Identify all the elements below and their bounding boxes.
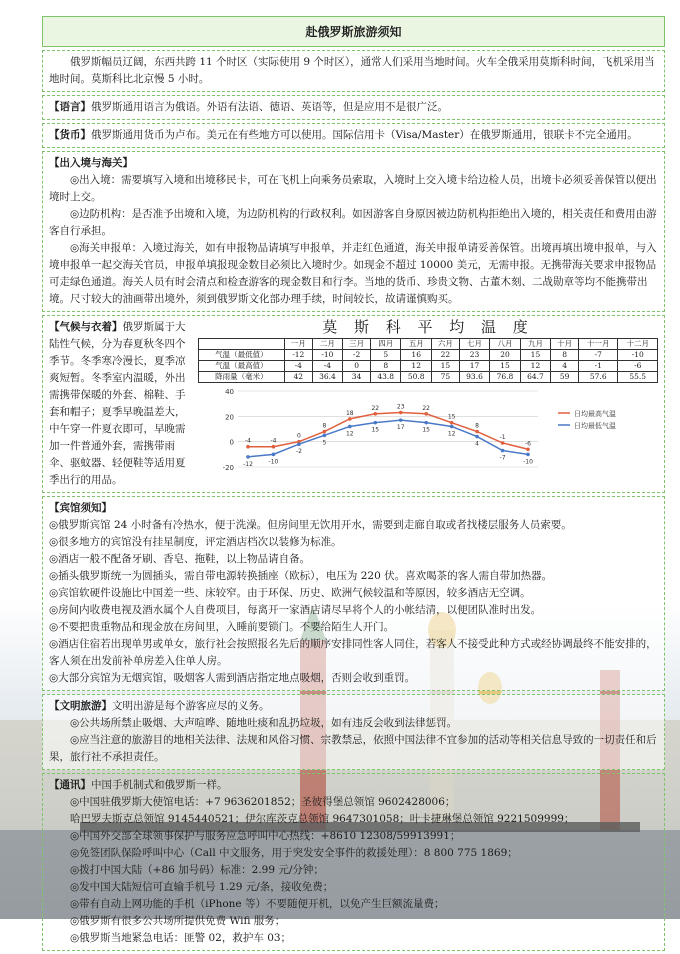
table-cell: 42	[284, 372, 312, 383]
data-label: -10	[523, 458, 533, 466]
data-point	[424, 412, 428, 416]
intro-text: 俄罗斯幅员辽阔，东西共跨 11 个时区（实际使用 9 个时区），通常人们采用当地时间。火车全俄采用莫斯科时间，飞机采用当地时间。莫斯科比北京慢 5 小时。	[49, 56, 655, 85]
comm-item: ◎带有自动上网功能的手机（iPhone 等）不要随便开机，以免产生巨额流量费；	[70, 898, 445, 910]
month-header: 六月	[431, 339, 459, 350]
table-cell: -10	[312, 350, 342, 361]
data-label: -4	[245, 437, 251, 445]
table-cell: 57.6	[579, 372, 618, 383]
data-point	[424, 421, 428, 425]
data-point	[475, 430, 479, 434]
language-section	[42, 95, 665, 120]
table-cell: -6	[618, 361, 658, 372]
month-header: 十一月	[579, 339, 618, 350]
data-point	[526, 447, 530, 451]
data-label: -7	[499, 454, 506, 462]
month-header: 三月	[343, 339, 371, 350]
table-cell: -4	[312, 361, 342, 372]
intro-section	[42, 50, 665, 92]
y-tick-label: 40	[225, 388, 234, 396]
temperature-chart	[198, 319, 658, 489]
table-cell: 12	[401, 361, 431, 372]
data-point	[399, 411, 403, 415]
table-cell: 93.6	[459, 372, 489, 383]
civil-item: ◎公共场所禁止吸烟、大声喧哗、随地吐痰和乱扔垃圾，如有违反会收到法律惩罚。	[70, 717, 458, 729]
data-point	[272, 445, 276, 449]
comm-heading: 【通讯】	[49, 779, 91, 791]
table-cell: 43.8	[371, 372, 401, 383]
y-tick-label: 0	[229, 438, 234, 447]
month-header: 十月	[551, 339, 579, 350]
comm-item: ◎拨打中国大陆（+86 加号码）标准：2.99 元/分钟；	[70, 864, 324, 876]
customs-section	[42, 151, 665, 312]
row-label: 气温（最低值）	[199, 350, 285, 361]
data-label: 15	[447, 413, 456, 421]
row-label: 降雨量（毫米）	[199, 372, 285, 383]
data-label: 18	[345, 409, 354, 417]
month-header: 四月	[371, 339, 401, 350]
table-cell: 8	[551, 350, 579, 361]
data-point	[373, 412, 377, 416]
data-point	[323, 434, 327, 438]
data-label: 12	[345, 430, 354, 438]
data-label: -2	[295, 448, 302, 456]
climate-text-block	[49, 319, 192, 489]
data-label: -10	[268, 458, 279, 466]
comm-item: 哈巴罗夫斯克总领馆 9145440521；伊尔库茨克总领馆 9647301058；叶卡捷琳堡总领馆 9221509999；	[70, 813, 575, 825]
month-header: 一月	[284, 339, 312, 350]
table-cell: 5	[371, 350, 401, 361]
data-point	[323, 430, 327, 434]
comm-item: ◎中国驻俄罗斯大使馆电话：+7 9636201852；圣彼得堡总领馆 9602428006；	[70, 796, 456, 808]
customs-item: ◎海关申报单：入境过海关，如有申报物品请填写申报单，并走红色通道，海关申报单请妥善保管。出境再填出境申报单，与入境申报单一起交海关官员，申报单填报现金数目必须比入境时少。如现金不超过 10000 美元，无需申报。无携带海关要求申报物品可走绿色通道。海关人员有时会清点和检查游客的现金数目和行李。当地的货币、珍贵文物、古董木刻、二战勋章等均不能携带出境。尺寸较大的油画带出境外，须到俄罗斯文化部办理手续，时间较长，故请谨慎购买。	[49, 242, 657, 305]
table-header-row	[199, 339, 658, 350]
hotel-item: ◎很多地方的宾馆没有挂星制度，评定酒店档次以装修为标准。	[49, 536, 342, 548]
customs-item: ◎出入境：需要填写入境和出境移民卡，可在飞机上向乘务员索取，入境时上交入境卡给边检人员，出境卡必须妥善保管以便出境时上交。	[49, 174, 657, 203]
table-cell: -2	[343, 350, 371, 361]
data-label: 22	[422, 404, 431, 412]
customs-heading: 【出入境与海关】	[49, 157, 133, 169]
comm-item: ◎俄罗斯当地紧急电话：匪警 02，救护车 03；	[70, 932, 292, 944]
table-cell: 23	[459, 350, 489, 361]
data-point	[501, 449, 505, 453]
data-label: -1	[499, 433, 506, 441]
table-cell: 15	[490, 361, 520, 372]
hotel-item: ◎插头俄罗斯统一为圆插头，需自带电源转换插座（欧标），电压为 220 伏。喜欢喝茶的客人需自带加热器。	[49, 570, 553, 582]
chart-title: 莫 斯 科 平 均 温 度	[322, 318, 534, 336]
hotel-heading: 【宾馆须知】	[49, 502, 112, 514]
month-header: 八月	[490, 339, 520, 350]
table-cell: 20	[490, 350, 520, 361]
comm-lead: 中国手机制式和俄罗斯一样。	[91, 779, 228, 791]
comm-item: ◎免签团队保险呼叫中心（Call 中文服务，用于突发安全事件的救援处理）：8 800 775 1869；	[70, 847, 518, 859]
data-label: -6	[525, 440, 531, 448]
data-label: 15	[371, 426, 380, 434]
month-header: 七月	[459, 339, 489, 350]
table-row-max	[199, 361, 658, 372]
series-line	[248, 413, 528, 450]
data-label: -12	[243, 460, 253, 468]
data-label: 5	[322, 439, 327, 447]
month-header: 九月	[520, 339, 550, 350]
hotel-item: ◎房间内收费电视及酒水属个人自费项目，每离开一家酒店请尽早将个人的小帐结清，以便团队准时出发。	[49, 604, 542, 616]
civil-heading: 【文明旅游】	[49, 700, 112, 712]
table-corner-cell	[199, 339, 285, 350]
hotel-section	[42, 496, 665, 691]
data-point	[272, 453, 276, 457]
table-row-min	[199, 350, 658, 361]
data-label: 12	[447, 430, 456, 438]
month-header: 十二月	[618, 339, 658, 350]
table-cell: 16	[401, 350, 431, 361]
table-cell: 8	[371, 361, 401, 372]
series-line	[248, 420, 528, 457]
customs-item: ◎边防机构：是否准予出境和入境，为边防机构的行政权利。如因游客自身原因被边防机构拒绝出入境的，相关责任和费用由游客自行承担。	[49, 208, 657, 237]
data-point	[246, 445, 250, 449]
temperature-table	[198, 338, 658, 383]
row-label: 气温（最高值）	[199, 361, 285, 372]
table-cell: 59	[551, 372, 579, 383]
climate-text: 俄罗斯属于大陆性气候，分为春夏秋冬四个季节。冬季寒冷漫长，夏季凉爽短暂。冬季室内温暖，外出需携带保暖的外套、棉鞋、手套和帽子；夏季早晚温差大，中午穿一件夏衣即可，早晚需加一件普通外套，需携带雨伞、驱蚊器、轻便鞋等适用夏季出行的用品。	[49, 321, 186, 486]
table-cell: 34	[343, 372, 371, 383]
civil-item: ◎应当注意的旅游目的地相关法律、法规和风俗习惯、宗教禁忌，依照中国法律不宜参加的活动等相关信息导致的一切责任和后果，旅行社不承担责任。	[49, 734, 657, 763]
table-row-rain	[199, 372, 658, 383]
legend-label: 日均最高气温	[574, 410, 616, 418]
data-label: 8	[475, 422, 480, 430]
y-tick-label: 20	[225, 413, 234, 422]
doc-title: 赴俄罗斯旅游须知	[42, 16, 665, 47]
table-cell: 55.5	[618, 372, 658, 383]
table-cell: 22	[431, 350, 459, 361]
currency-heading: 【货币】	[49, 129, 91, 141]
hotel-item: ◎不要把贵重物品和现金放在房间里，入睡前要锁门。不要给陌生人开门。	[49, 621, 395, 633]
currency-text: 俄罗斯通用货币为卢布。美元在有些地方可以使用。国际信用卡（Visa/Master）在俄罗斯通用，银联卡不完全通用。	[91, 129, 638, 141]
climate-heading: 【气候与衣着】	[49, 321, 123, 333]
data-point	[348, 425, 352, 429]
table-cell: -1	[579, 361, 618, 372]
data-point	[450, 421, 454, 425]
table-cell: -12	[284, 350, 312, 361]
data-label: 8	[322, 422, 327, 430]
temperature-line-chart	[198, 383, 658, 475]
data-label: 17	[396, 424, 405, 432]
table-cell: 76.8	[490, 372, 520, 383]
hotel-item: ◎酒店一般不配备牙刷、香皂、拖鞋，以上物品请自备。	[49, 553, 311, 565]
civil-lead: 文明出游是每个游客应尽的义务。	[112, 700, 270, 712]
table-cell: 0	[343, 361, 371, 372]
table-cell: -10	[618, 350, 658, 361]
data-label: 4	[475, 440, 480, 448]
data-label: 22	[371, 404, 380, 412]
comm-item: ◎发中国大陆短信可直输手机号 1.29 元/条，接收免费；	[70, 881, 334, 893]
table-cell: -7	[579, 350, 618, 361]
comm-item: ◎中国外交部全球领事保护与服务应急呼叫中心热线：+8610 12308/59913991；	[70, 830, 461, 842]
hotel-item: ◎大部分宾馆为无烟宾馆，吸烟客人需到酒店指定地点吸烟，否则会收到重罚。	[49, 672, 416, 684]
month-header: 二月	[312, 339, 342, 350]
language-text: 俄罗斯通用语言为俄语。外语有法语、德语、英语等，但是应用不是很广泛。	[91, 101, 448, 113]
table-cell: 15	[520, 350, 550, 361]
legend-label: 日均最低气温	[574, 422, 616, 430]
month-header: 五月	[401, 339, 431, 350]
data-label: -4	[270, 437, 277, 445]
civil-section	[42, 694, 665, 770]
table-cell: 64.7	[520, 372, 550, 383]
data-label: 15	[422, 426, 431, 434]
data-point	[501, 441, 505, 445]
y-tick-label: -20	[222, 464, 234, 472]
data-point	[373, 421, 377, 425]
table-cell: 15	[431, 361, 459, 372]
table-cell: 50.8	[401, 372, 431, 383]
table-cell: -4	[284, 361, 312, 372]
data-point	[246, 455, 250, 459]
data-point	[297, 442, 301, 446]
table-cell: 17	[459, 361, 489, 372]
language-heading: 【语言】	[49, 101, 91, 113]
table-cell: 36.4	[312, 372, 342, 383]
data-point	[450, 425, 454, 429]
comm-section	[42, 773, 665, 951]
hotel-item: ◎宾馆软硬件设施比中国差一些、床较窄。由于环保、历史、欧洲气候较温和等原因，较多酒店无空调。	[49, 587, 531, 599]
comm-item: ◎俄罗斯有很多公共场所提供免费 Wifi 服务；	[70, 915, 286, 927]
currency-section	[42, 123, 665, 148]
hotel-item: ◎酒店住宿若出现单男或单女，旅行社会按照报名先后的顺序安排同性客人同住，若客人不接受此种方式或经协调最终不能安排的，客人须在出发前补单房差入住单人房。	[49, 638, 657, 667]
hotel-item: ◎俄罗斯宾馆 24 小时备有冷热水，便于洗澡。但房间里无饮用开水，需要到走廊自取或者找楼层服务人员索要。	[49, 519, 572, 531]
data-label: 0	[296, 432, 301, 440]
table-cell: 75	[431, 372, 459, 383]
data-point	[475, 435, 479, 439]
climate-section	[42, 315, 665, 493]
table-cell: 12	[520, 361, 550, 372]
table-cell: 4	[551, 361, 579, 372]
data-label: 23	[396, 403, 405, 411]
data-point	[348, 417, 352, 421]
travel-notice-document	[42, 16, 665, 954]
data-point	[526, 453, 530, 457]
data-point	[399, 418, 403, 422]
